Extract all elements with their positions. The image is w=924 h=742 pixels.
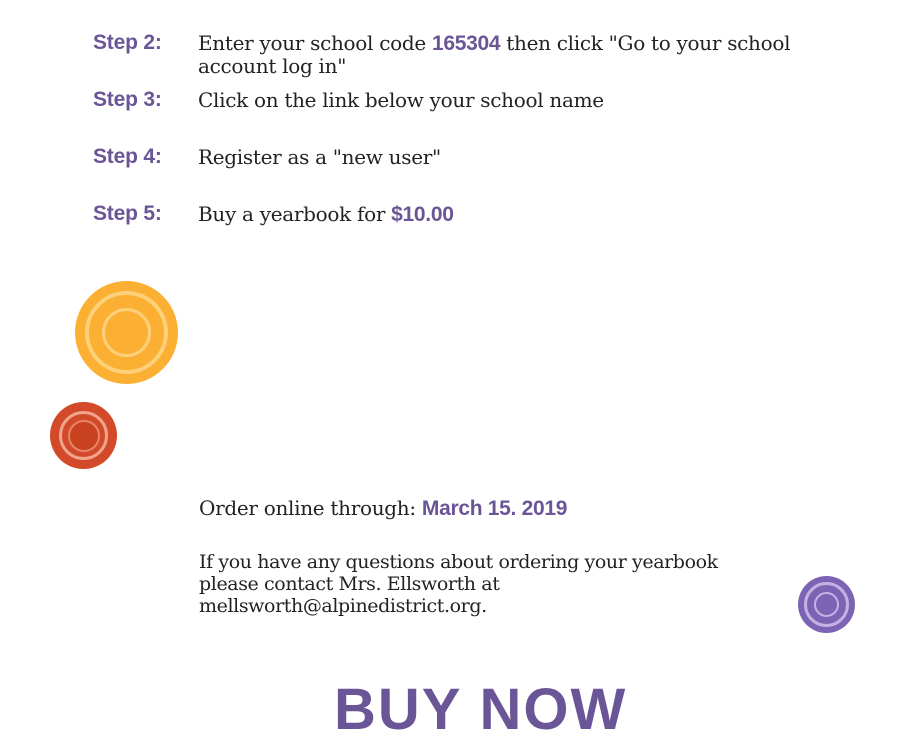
- step-2-text-after: then click "Go to your school account log in": [198, 31, 791, 78]
- step-2-text: [198, 32, 848, 77]
- contact-info: If you have any questions about ordering your yearbook please contact Mrs. Ellsworth at mellsworth@alpinedistrict.org.: [199, 551, 718, 617]
- step-5-label: Step 5:: [93, 202, 162, 225]
- orange-circle-icon: [75, 281, 178, 384]
- school-code: 165304: [431, 32, 501, 55]
- step-3-text: [198, 89, 848, 111]
- buy-now-headline: BUY NOW: [334, 677, 628, 742]
- step-4-text: [198, 146, 848, 168]
- yearbook-price: $10.00: [391, 203, 454, 226]
- red-circle-icon: [50, 402, 117, 469]
- step-4-label: Step 4:: [93, 145, 162, 168]
- purple-circle-icon: [798, 576, 855, 633]
- order-prefix: Order online through:: [199, 496, 422, 520]
- order-date: March 15. 2019: [421, 497, 568, 520]
- order-deadline: [199, 496, 567, 521]
- step-4-text-before: Register as a "new user": [198, 145, 441, 169]
- step-5-text: [198, 203, 848, 226]
- step-3-label: Step 3:: [93, 88, 162, 111]
- step-5-text-before: Buy a yearbook for: [198, 202, 392, 226]
- step-3-text-before: Click on the link below your school name: [198, 88, 604, 112]
- step-2-text-before: Enter your school code: [198, 31, 432, 55]
- step-2-label: Step 2:: [93, 31, 162, 54]
